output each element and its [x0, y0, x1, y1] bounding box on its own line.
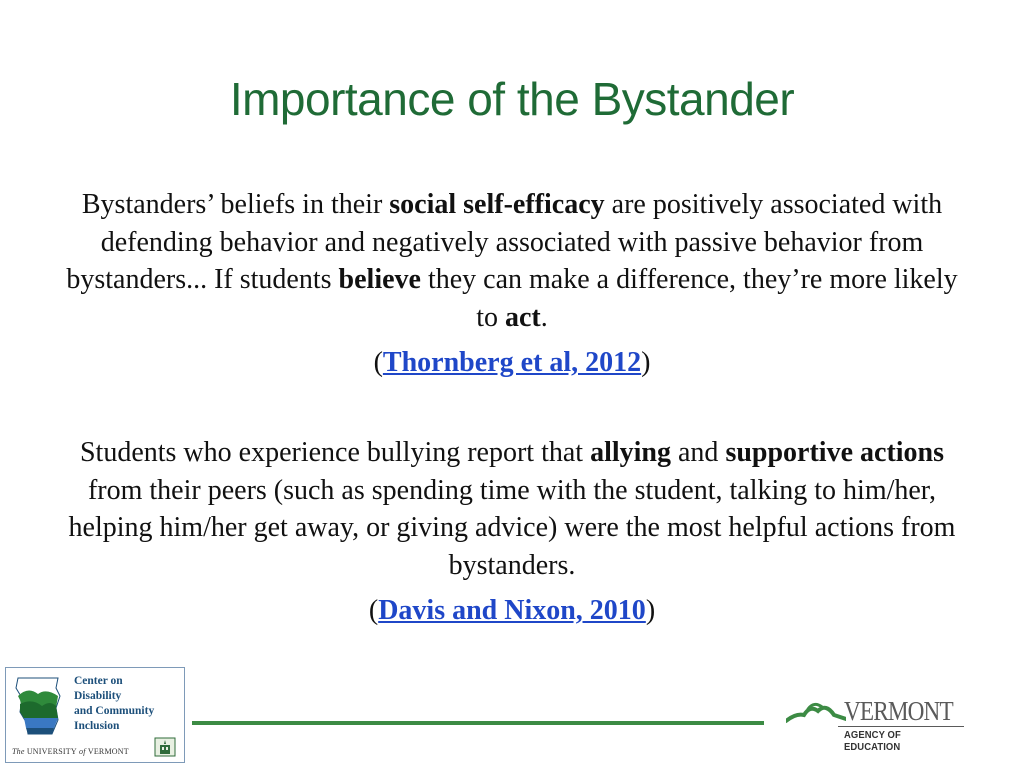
vermont-landscape-icon [12, 674, 70, 740]
text: Bystanders’ beliefs in their [81, 189, 390, 220]
uvm-caps: UNIVERSITY [26, 747, 77, 756]
paragraph-self-efficacy [52, 186, 972, 336]
cdci-line: Center on [74, 675, 123, 687]
text: are positively associated with defending behavior and negatively associated with passive behavior from bystanders... If students [66, 189, 943, 295]
text: they can make a difference, they’re more likely to [420, 264, 958, 333]
paren-close: ) [641, 347, 651, 378]
cdci-logo [5, 667, 185, 763]
citation-2 [52, 592, 972, 630]
vermont-logo-rule [838, 726, 964, 727]
cdci-line: Inclusion [74, 720, 120, 732]
vermont-agency-logo [786, 696, 964, 753]
cdci-name [74, 674, 184, 734]
paren-open: ( [373, 347, 383, 378]
water-dark-shape [26, 728, 54, 734]
text: from their peers (such as spending time with the student, talking to him/her, helping him/her get away, or giving advice) were the most helpful actions from bystanders. [68, 474, 956, 581]
uvm-building-icon [154, 737, 176, 757]
uvm-prefix: The [12, 747, 25, 756]
cdci-line: Disability [74, 690, 122, 702]
uvm-of: of [79, 747, 86, 756]
water-shape [24, 718, 58, 728]
bold-term: believe [338, 264, 421, 295]
text: . [540, 301, 548, 333]
paren-close: ) [645, 595, 656, 626]
bold-term: social self-efficacy [389, 189, 605, 220]
citation-1 [52, 344, 972, 382]
uvm-name: VERMONT [87, 747, 129, 756]
paren-open: ( [368, 595, 379, 626]
citation-link-thornberg[interactable]: Thornberg et al, 2012 [382, 347, 642, 378]
mountain-icon [786, 697, 846, 727]
bold-term: allying [590, 437, 671, 468]
text: and [671, 437, 726, 468]
university-of-vermont-text [12, 747, 129, 756]
slide-title: Importance of the Bystander [229, 73, 795, 125]
footer-divider [192, 721, 764, 725]
citation-link-davis-nixon[interactable]: Davis and Nixon, 2010 [378, 595, 646, 626]
bold-term: supportive actions [725, 437, 945, 468]
cdci-line: and Community [74, 705, 155, 717]
vermont-wordmark: VERMONT [844, 696, 953, 726]
bold-term: act [505, 301, 541, 333]
text: Students who experience bullying report that [79, 437, 591, 468]
agency-of-education-text: AGENCY OF EDUCATION [844, 729, 901, 753]
paragraph-allying-actions [52, 434, 972, 584]
